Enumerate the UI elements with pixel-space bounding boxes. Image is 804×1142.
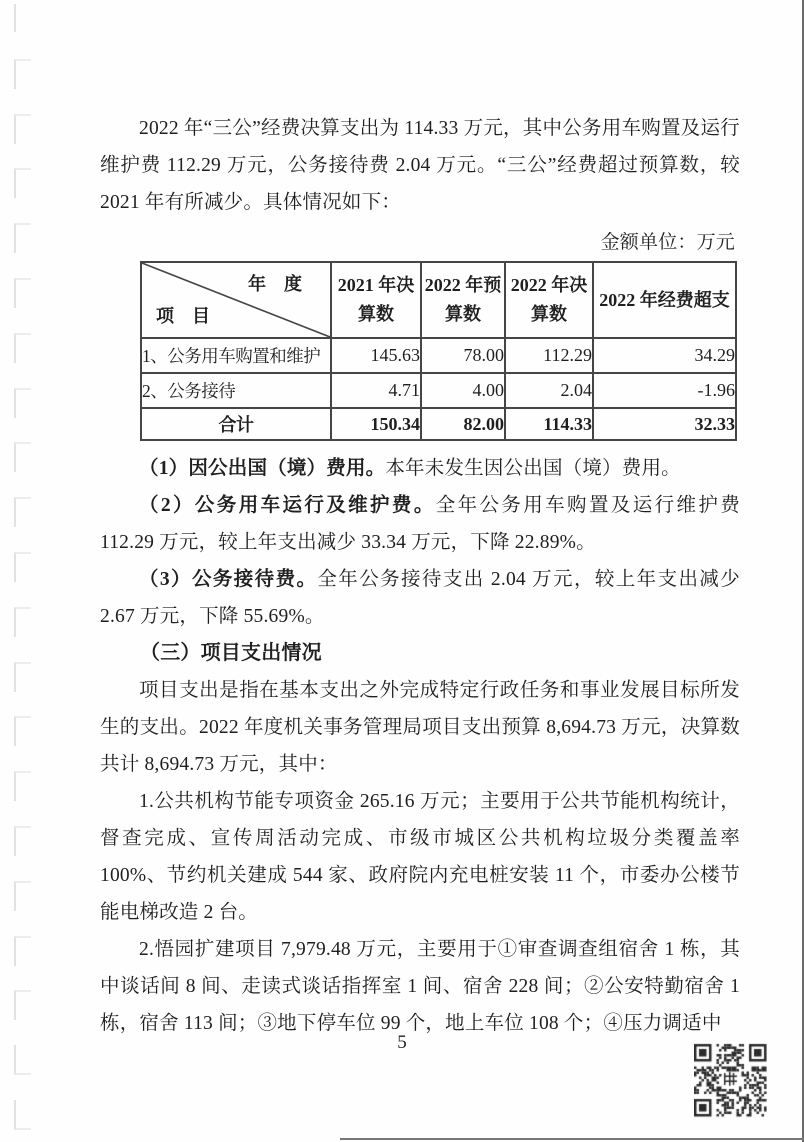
section-heading-project-expenditure: （三）项目支出情况 [140, 642, 322, 664]
scan-mark [14, 388, 31, 418]
scan-mark [14, 333, 31, 363]
table-cell: 78.00 [421, 338, 505, 373]
table-cell: 4.71 [331, 373, 421, 408]
scan-mark [14, 990, 31, 1020]
qr-code-icon [694, 1043, 767, 1118]
paragraph-lead: （3）公务接待费。 [139, 569, 318, 590]
scan-mark [14, 881, 31, 911]
scan-mark [14, 114, 31, 144]
table-row-vehicle [141, 338, 736, 373]
scan-mark [14, 223, 31, 253]
table-cell: 4.00 [421, 373, 505, 408]
scan-mark [14, 168, 31, 198]
table-cell: 114.33 [505, 408, 593, 440]
column-header-2022-final: 2022 年决算数 [505, 262, 593, 338]
scan-mark [14, 771, 31, 801]
table-corner-cell [141, 262, 331, 338]
three-public-expense-table [140, 261, 737, 441]
row-label: 2、公务接待 [141, 373, 331, 408]
table-cell: 34.29 [593, 338, 736, 373]
column-header-2022-overspend: 2022 年经费超支 [593, 262, 736, 338]
scan-mark [14, 1100, 31, 1130]
scan-mark [14, 4, 31, 32]
paragraph-body: 本年未发生因公出国（境）费用。 [385, 458, 681, 479]
page-number: 5 [397, 1032, 407, 1053]
scan-edge-bottom [340, 1138, 804, 1140]
scan-mark [14, 716, 31, 746]
paragraph-abroad-expense [100, 450, 740, 487]
paragraph-project-intro: 项目支出是指在基本支出之外完成特定行政任务和事业发展目标所发生的支出。2022 年度机关事务管理局项目支出预算 8,694.73 万元，决算数共计 8,694.73 万元，其中： [100, 680, 740, 775]
table-header-row [141, 262, 736, 338]
column-header-2022-budget: 2022 年预算数 [421, 262, 505, 338]
scan-mark [14, 826, 31, 856]
table-cell: 32.33 [593, 408, 736, 440]
scan-mark [14, 936, 31, 966]
table-cell: 2.04 [505, 373, 593, 408]
corner-label-item: 项 目 [156, 306, 210, 326]
table-cell: 82.00 [421, 408, 505, 440]
paragraph-body: 全年公务用车购置及运行维护费 112.29 万元，较上年支出减少 33.34 万元，下降 22.89%。 [100, 495, 740, 553]
table-unit-label: 金额单位：万元 [600, 232, 735, 253]
paragraph-body: 全年公务接待支出 2.04 万元，较上年支出减少 2.67 万元，下降 55.69%。 [100, 569, 740, 627]
scan-artifact-marks [0, 0, 40, 1142]
table-total-row [141, 408, 736, 440]
scan-mark [14, 442, 31, 472]
paragraph-reception-expense [100, 561, 740, 635]
corner-label-year: 年 度 [248, 274, 302, 294]
paragraph-project-1: 1.公共机构节能专项资金 265.16 万元；主要用于公共节能机构统计，督查完成、宣传周活动完成、市级市城区公共机构垃圾分类覆盖率 100%、节约机关建成 544 家、政府院内充电桩安装 11 个，市委办公楼节能电梯改造 2 台。 [100, 791, 740, 923]
row-label: 1、公务用车购置和维护 [141, 338, 331, 373]
scan-mark [14, 607, 31, 637]
scan-mark [14, 497, 31, 527]
table-cell: 112.29 [505, 338, 593, 373]
paragraph-project-2: 2.悟园扩建项目 7,979.48 万元，主要用于①审查调查组宿舍 1 栋，其中谈话间 8 间、走读式谈话指挥室 1 间、宿舍 228 间；②公安特勤宿舍 1 栋，宿舍 113 间；③地下停车位 99 个，地上车位 108 个；④压力调适中 [100, 939, 740, 1034]
paragraph-lead: （1）因公出国（境）费用。 [139, 458, 386, 479]
table-cell: 150.34 [331, 408, 421, 440]
scan-mark [14, 552, 31, 582]
paragraph-vehicle-expense [100, 487, 740, 561]
paragraph-intro: 2022 年“三公”经费决算支出为 114.33 万元，其中公务用车购置及运行维护费 112.29 万元，公务接待费 2.04 万元。“三公”经费超过预算数，较 2021 年有所减少。具体情况如下： [100, 118, 740, 213]
total-row-label: 合计 [141, 408, 331, 440]
table-cell: 145.63 [331, 338, 421, 373]
scan-mark [14, 278, 31, 308]
scan-mark [14, 59, 31, 89]
paragraph-lead: （2）公务用车运行及维护费。 [139, 495, 436, 516]
table-cell: -1.96 [593, 373, 736, 408]
table-row-reception [141, 373, 736, 408]
column-header-2021-final: 2021 年决算数 [331, 262, 421, 338]
scan-mark [14, 662, 31, 692]
document-body [100, 110, 740, 1042]
